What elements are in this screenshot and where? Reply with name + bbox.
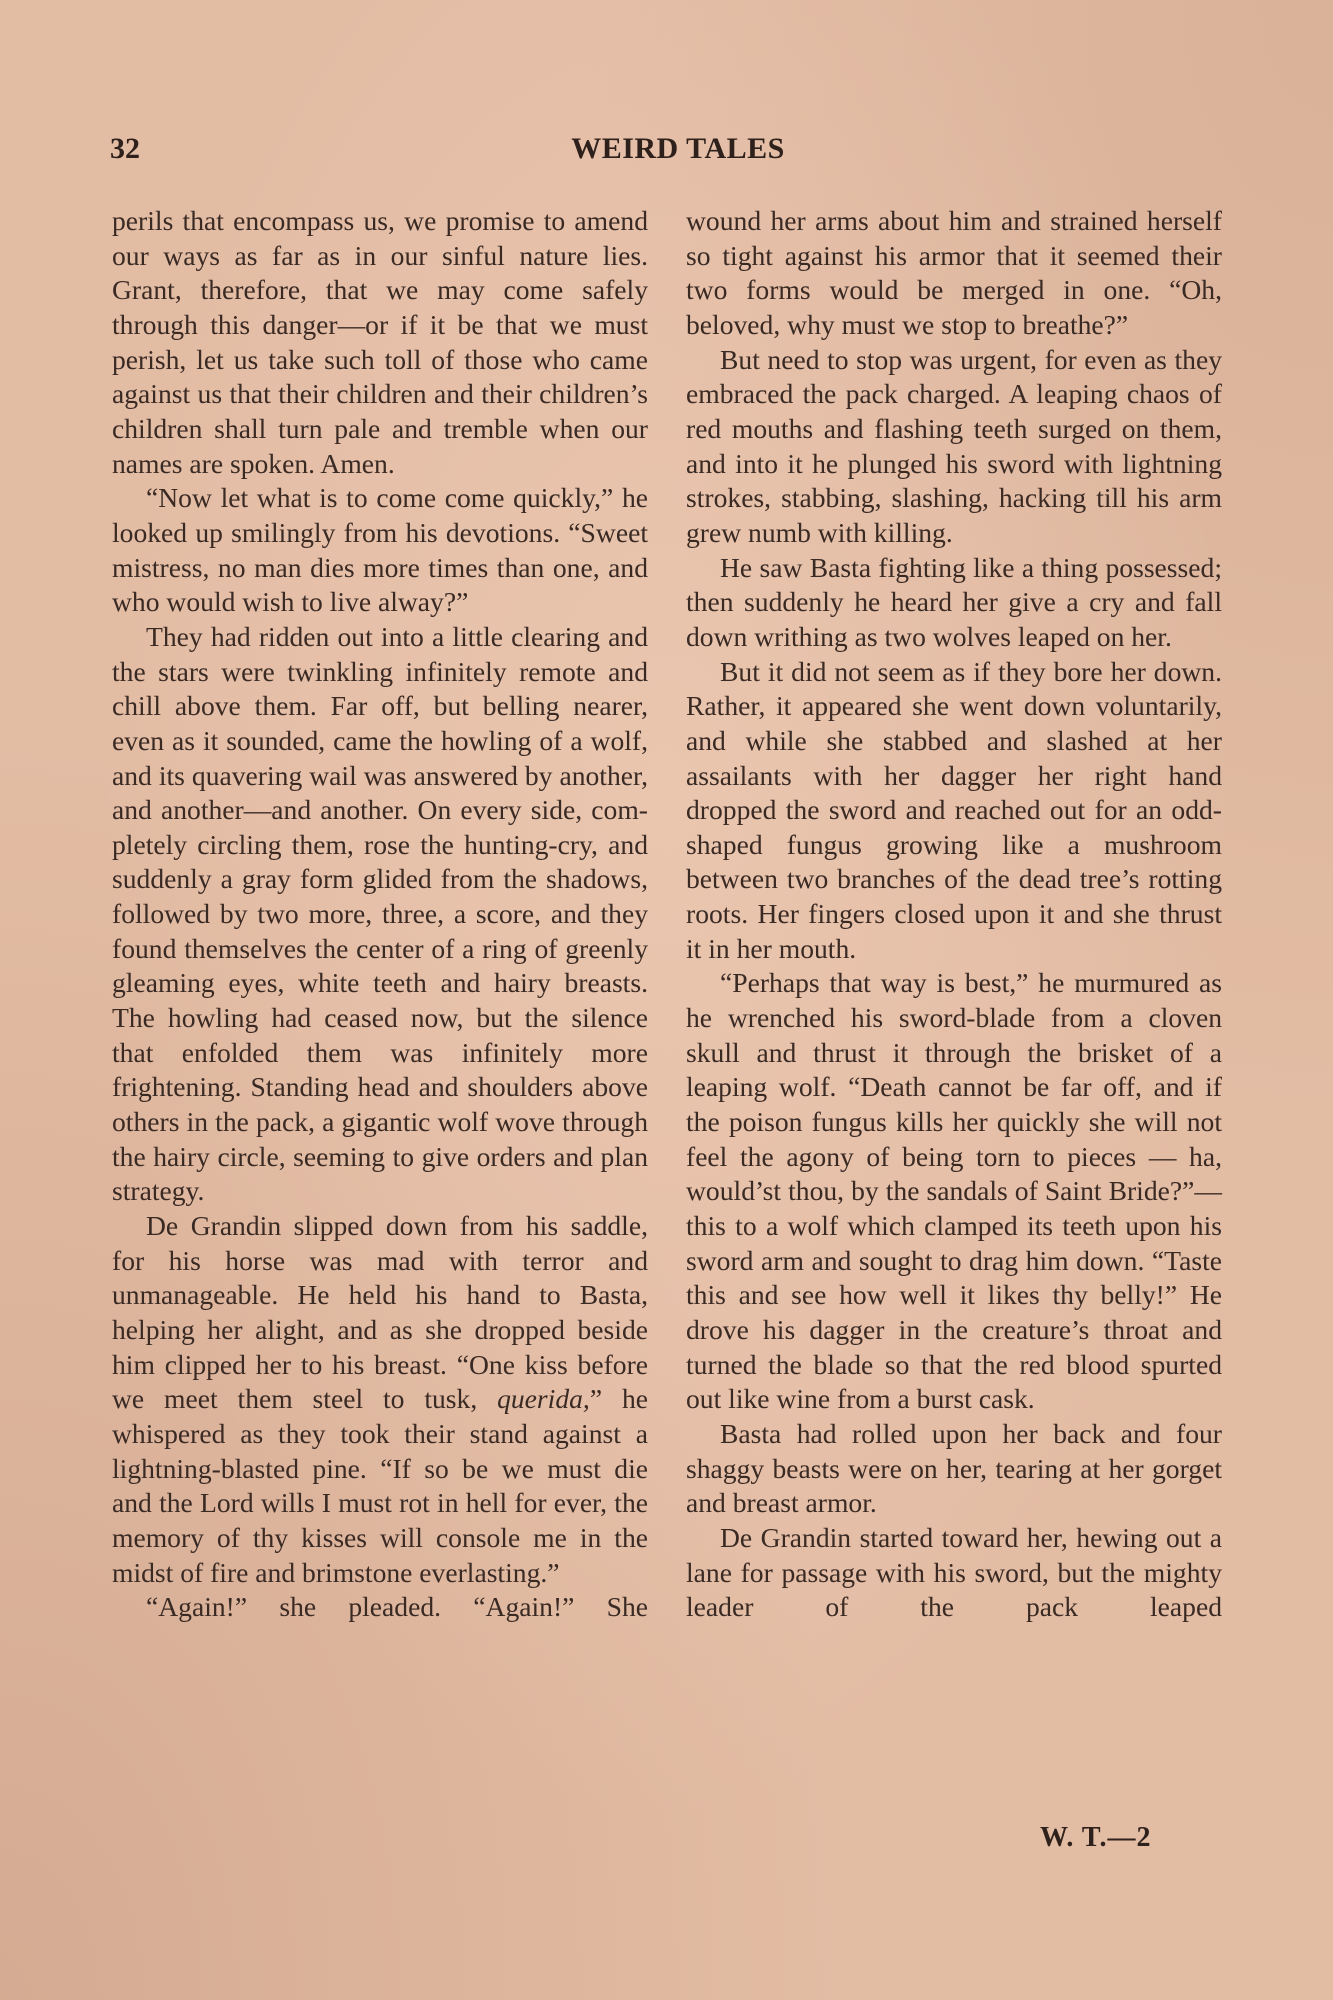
signature-mark: W. T.—2 bbox=[1040, 1822, 1152, 1853]
running-head bbox=[110, 132, 1220, 172]
paragraph: wound her arms about him and strained herself so tight against his armor that it seemed their two forms would be merged in one. “Oh, beloved, why must we stop to breathe?” bbox=[686, 205, 1222, 340]
paragraph: perils that encompass us, we promise to amend our ways as far as in our sinful nature lies. Grant, therefore, that we may come safely through this danger—or if it be that we must perish, let us take such toll of those who came against us that their children and their children’s children shall turn pale and tremble when our names are spoken. Amen. bbox=[112, 205, 648, 479]
left-text-column bbox=[112, 204, 648, 1625]
magazine-title: WEIRD TALES bbox=[571, 132, 785, 165]
paragraph: But it did not seem as if they bore her down. Rather, it appeared she went down voluntarily, and while she stabbed and slashed at her assailants with her dagger her right hand dropped the sword and reached out for an odd-shaped fungus growing like a mushroom between two branches of the dead tree’s rotting roots. Her fingers closed upon it and she thrust it in her mouth. bbox=[686, 655, 1222, 964]
right-text-column bbox=[686, 204, 1222, 1625]
paragraph: “Again!” she pleaded. “Again!” She bbox=[146, 1591, 648, 1623]
italic-word: querida, bbox=[497, 1383, 590, 1415]
paragraph bbox=[112, 1209, 648, 1590]
paragraph-text: De Grandin slipped down from his saddle, for his horse was mad with terror and unmanageable. He held his hand to Basta, helping her alight, and as she dropped beside him clipped her to his breast. “One kiss before we meet them steel to tusk, bbox=[112, 1210, 648, 1415]
paragraph-text: ” he whispered as they took their stand against a lightning-blasted pine. “If so be we must die and the Lord wills I must rot in hell for ever, the memory of thy kisses will console me in the midst of fire and brimstone everlasting.” bbox=[112, 1383, 648, 1588]
paragraph: De Grandin started toward her, hewing out a lane for passage with his sword, but the mighty leader of the pack leaped bbox=[686, 1521, 1222, 1623]
paragraph: “Perhaps that way is best,” he murmured as he wrenched his sword-blade from a cloven skull and thrust it through the brisket of a leaping wolf. “Death cannot be far off, and if the poison fungus kills her quickly she will not feel the agony of being torn to pieces — ha, would’st thou, by the sandals of Saint Bride?”—this to a wolf which clamped its teeth upon his sword arm and sought to drag him down. “Taste this and see how well it likes thy belly!” He drove his dagger in the creature’s throat and turned the blade so that the red blood spurted out like wine from a burst cask. bbox=[686, 967, 1222, 1415]
paragraph: He saw Basta fighting like a thing possessed; then suddenly he heard her give a cry and fall down writhing as two wolves leaped on her. bbox=[686, 551, 1222, 652]
paragraph: They had ridden out into a little clearing and the stars were twinkling infinitely remote and chill above them. Far off, but belling nearer, even as it sounded, came the howling of a wolf, and its quavering wail was answered by another, and another—and another. On every side, completely circling them, rose the hunting-cry, and suddenly a gray form glided from the shadows, followed by two more, three, a score, and they found themselves the center of a ring of greenly gleaming eyes, white teeth and hairy breasts. The howling had ceased now, but the silence that enfolded them was infinitely more frightening. Standing head and shoulders above others in the pack, a gigantic wolf wove through the hairy circle, seeming to give orders and plan strategy. bbox=[112, 620, 648, 1207]
paragraph: Basta had rolled upon her back and four shaggy beasts were on her, tearing at her gorget and breast armor. bbox=[686, 1417, 1222, 1519]
paragraph: “Now let what is to come come quickly,” he looked up smilingly from his devotions. “Sweet mistress, no man dies more times than one, and who would wish to live alway?” bbox=[112, 482, 648, 618]
page-number: 32 bbox=[110, 132, 140, 165]
paragraph: But need to stop was urgent, for even as they embraced the pack charged. A leaping chaos of red mouths and flashing teeth surged on them, and into it he plunged his sword with lightning strokes, stabbing, slashing, hacking till his arm grew numb with killing. bbox=[686, 343, 1222, 548]
